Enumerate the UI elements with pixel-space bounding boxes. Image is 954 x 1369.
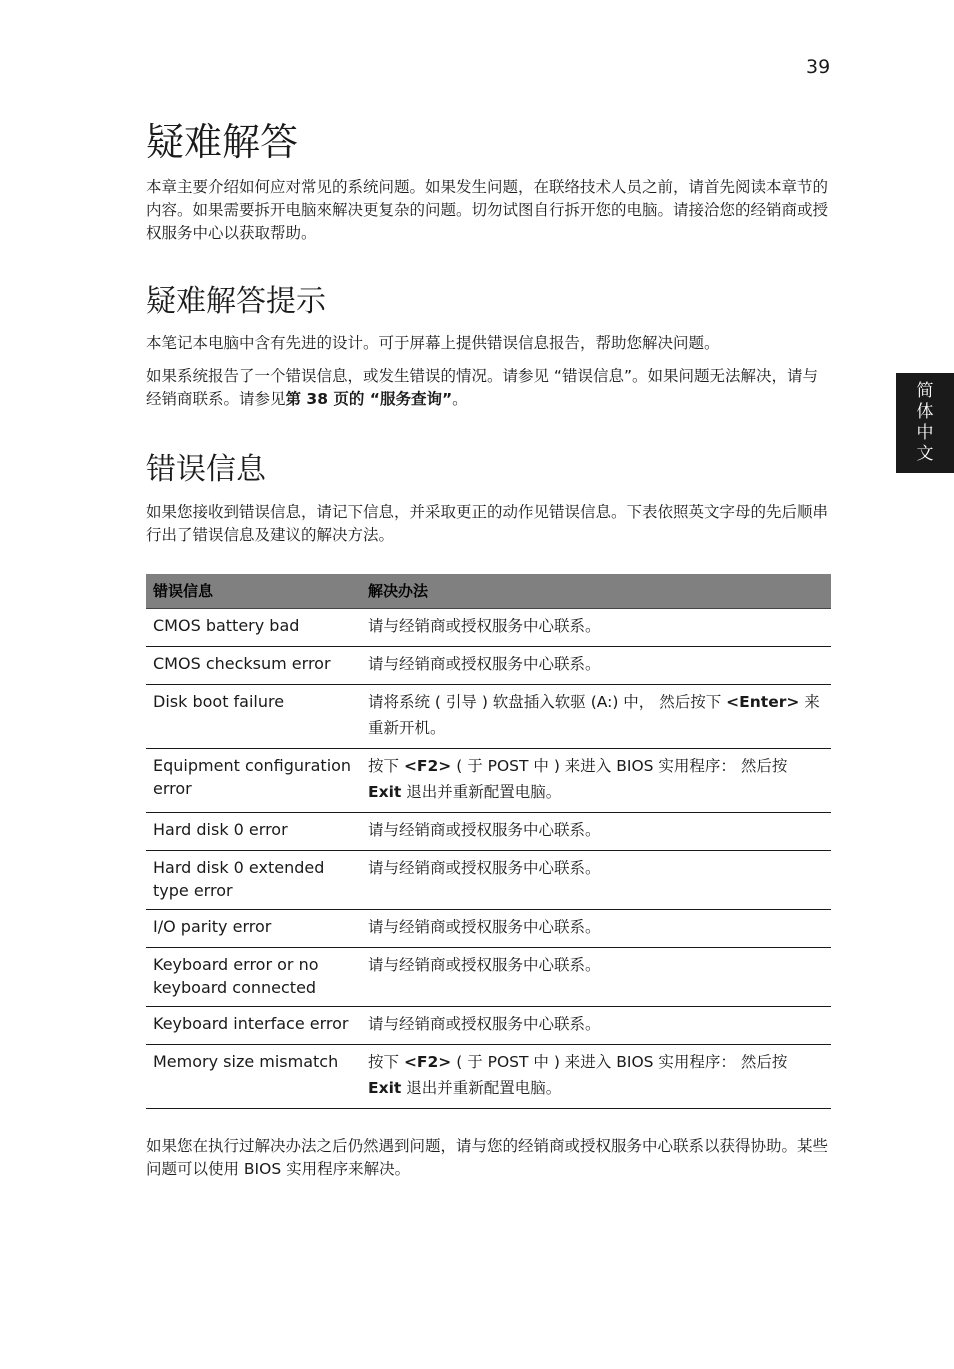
solution-cell (361, 685, 831, 749)
error-message-cell: Keyboard error or no keyboard connected (146, 948, 361, 1007)
solution-text: 按下 (368, 1053, 404, 1071)
error-message-cell: CMOS checksum error (146, 647, 361, 685)
key-name: Exit (368, 783, 402, 801)
solution-text: 按下 (368, 757, 404, 775)
solution-cell: 请与经销商或授权服务中心联系。 (361, 910, 831, 948)
table-row (146, 685, 831, 749)
language-tab-char: 中 (916, 423, 934, 443)
intro-paragraph: 本章主要介绍如何应对常见的系统问题。如果发生问题，在联络技术人员之前，请首先阅读本章节的内容。如果需要拆开电脑來解决更复杂的问题。切勿试图自行拆开您的电脑。请接洽您的经销商或授权服务中心以获取帮助。 (146, 178, 829, 242)
key-name: <F2> (403, 1053, 452, 1071)
solution-cell: 请与经销商或授权服务中心联系。 (361, 647, 831, 685)
error-message-cell: I/O parity error (146, 910, 361, 948)
table-row (146, 1045, 831, 1109)
error-message-cell: Keyboard interface error (146, 1007, 361, 1045)
solution-text: 退出并重新配置电脑。 (401, 783, 562, 801)
table-row (146, 609, 831, 647)
language-tab-char: 文 (916, 444, 934, 464)
header-error-message: 错误信息 (146, 574, 361, 609)
errors-intro: 如果您接收到错误信息，请记下信息，并采取更正的动作见错误信息。下表依照英文字母的先后顺串行出了错误信息及建议的解决方法。 (146, 503, 829, 544)
error-table (146, 574, 831, 1109)
solution-cell: 请与经销商或授权服务中心联系。 (361, 1007, 831, 1045)
error-message-cell: Equipment configuration error (146, 749, 361, 813)
solution-text: 退出并重新配置电脑。 (401, 1079, 562, 1097)
table-row (146, 1007, 831, 1045)
solution-cell (361, 1045, 831, 1109)
table-row (146, 948, 831, 1007)
solution-cell: 请与经销商或授权服务中心联系。 (361, 609, 831, 647)
service-reference-link: 第 38 页的 “服务查询” (285, 390, 453, 408)
tips-text-end: 。 (452, 390, 468, 408)
error-message-cell: Hard disk 0 extended type error (146, 851, 361, 910)
error-message-cell: Disk boot failure (146, 685, 361, 749)
closing-paragraph: 如果您在执行过解决办法之后仍然遇到问题，请与您的经销商或授权服务中心联系以获得协助。某些问题可以使用 BIOS 实用程序来解决。 (146, 1137, 829, 1178)
table-row (146, 749, 831, 813)
solution-text: ( 于 POST 中 ) 来进入 BIOS 实用程序： 然后按 (451, 1053, 788, 1071)
tips-heading: 疑难解答提示 (146, 284, 326, 319)
solution-cell: 请与经销商或授权服务中心联系。 (361, 948, 831, 1007)
error-message-cell: Memory size mismatch (146, 1045, 361, 1109)
header-solution: 解决办法 (361, 574, 831, 609)
solution-cell: 请与经销商或授权服务中心联系。 (361, 813, 831, 851)
error-message-cell: CMOS battery bad (146, 609, 361, 647)
tips-paragraph-1: 本笔记本电脑中含有先进的设计。可于屏幕上提供错误信息报告，帮助您解决问题。 (146, 334, 720, 352)
key-name: <F2> (403, 757, 452, 775)
table-row (146, 647, 831, 685)
table-header-row (146, 574, 831, 609)
solution-text: ( 于 POST 中 ) 来进入 BIOS 实用程序： 然后按 (451, 757, 788, 775)
table-row (146, 910, 831, 948)
solution-text: 来重新开机。 (368, 693, 820, 737)
key-name: <Enter> (726, 693, 800, 711)
key-name: Exit (368, 1079, 402, 1097)
solution-text: 请将系统 ( 引导 ) 软盘插入软驱 (A:) 中， 然后按下 (368, 693, 727, 711)
page-number: 39 (806, 56, 831, 78)
tips-paragraph-2 (146, 365, 831, 411)
language-tab (896, 373, 954, 473)
page-title: 疑难解答 (146, 120, 299, 164)
tips-text: 如果系统报告了一个错误信息，或发生错误的情况。请参见 “错误信息”。如果问题无法解决，请与经销商联系。请参见 (146, 367, 818, 408)
table-row (146, 813, 831, 851)
solution-cell: 请与经销商或授权服务中心联系。 (361, 851, 831, 910)
errors-heading: 错误信息 (146, 452, 266, 487)
language-tab-char: 简 (916, 381, 934, 401)
language-tab-char: 体 (916, 402, 934, 422)
error-message-cell: Hard disk 0 error (146, 813, 361, 851)
table-row (146, 851, 831, 910)
solution-cell (361, 749, 831, 813)
